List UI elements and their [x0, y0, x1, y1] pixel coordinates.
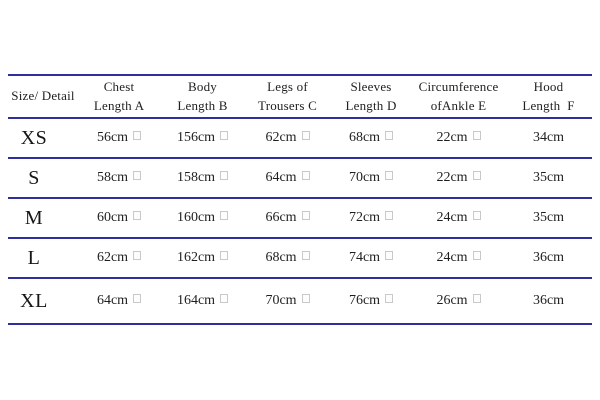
measurement-value: 160cm [176, 210, 216, 225]
cell-body [160, 278, 245, 324]
cell-ankle [412, 238, 505, 278]
cell-legs [245, 278, 330, 324]
missing-glyph-box-icon [385, 251, 393, 260]
column-header-chest [78, 75, 160, 118]
missing-glyph-box-icon [133, 251, 141, 260]
cell-hood [505, 118, 592, 158]
header-line: Hood [533, 78, 564, 94]
column-header-hood [505, 75, 592, 118]
measurement-value: 22cm [436, 130, 468, 145]
measurement-value: 36cm [532, 293, 565, 308]
table-row-s [8, 158, 592, 198]
measurement-value: 156cm [176, 130, 216, 145]
measurement-value: 162cm [176, 250, 216, 265]
cell-body [160, 118, 245, 158]
cell-legs [245, 158, 330, 198]
header-row [8, 75, 592, 118]
missing-glyph-box-icon [473, 171, 481, 180]
size-label: XS [8, 118, 78, 158]
missing-glyph-box-icon [220, 171, 228, 180]
cell-sleeves [330, 278, 412, 324]
missing-glyph-box-icon [220, 131, 228, 140]
missing-glyph-box-icon [133, 294, 141, 303]
header-line: Length D [345, 97, 397, 113]
measurement-value: 68cm [265, 250, 297, 265]
measurement-value: 24cm [436, 210, 468, 225]
measurement-value: 158cm [176, 170, 216, 185]
cell-ankle [412, 278, 505, 324]
missing-glyph-box-icon [385, 171, 393, 180]
table-row-l [8, 238, 592, 278]
cell-sleeves [330, 198, 412, 238]
header-line: Length B [177, 97, 228, 113]
measurement-value: 68cm [348, 130, 381, 145]
column-header-body [160, 75, 245, 118]
cell-ankle [412, 118, 505, 158]
cell-chest [78, 278, 160, 324]
measurement-value: 76cm [348, 293, 381, 308]
missing-glyph-box-icon [385, 131, 393, 140]
missing-glyph-box-icon [385, 294, 393, 303]
measurement-value: 70cm [348, 170, 381, 185]
cell-sleeves [330, 118, 412, 158]
size-label: XL [8, 278, 78, 324]
size-chart-table [8, 74, 592, 325]
cell-sleeves [330, 158, 412, 198]
missing-glyph-box-icon [302, 251, 310, 260]
measurement-value: 56cm [96, 130, 129, 145]
missing-glyph-box-icon [302, 131, 310, 140]
header-line: Length A [93, 97, 145, 113]
header-line: Body [188, 78, 217, 94]
measurement-value: 24cm [436, 250, 468, 265]
measurement-value: 60cm [96, 210, 129, 225]
header-line: Circumference [418, 78, 499, 94]
missing-glyph-box-icon [302, 294, 310, 303]
missing-glyph-box-icon [133, 171, 141, 180]
measurement-value: 62cm [265, 130, 297, 145]
measurement-value: 64cm [96, 293, 129, 308]
column-header-ankle [412, 75, 505, 118]
missing-glyph-box-icon [473, 294, 481, 303]
cell-sleeves [330, 238, 412, 278]
cell-body [160, 238, 245, 278]
cell-hood [505, 158, 592, 198]
cell-legs [245, 118, 330, 158]
cell-chest [78, 118, 160, 158]
column-header-legs [245, 75, 330, 118]
cell-body [160, 198, 245, 238]
cell-ankle [412, 158, 505, 198]
measurement-value: 72cm [348, 210, 381, 225]
missing-glyph-box-icon [302, 171, 310, 180]
cell-legs [245, 238, 330, 278]
missing-glyph-box-icon [220, 251, 228, 260]
measurement-value: 58cm [96, 170, 129, 185]
cell-hood [505, 238, 592, 278]
table-row-xl [8, 278, 592, 324]
column-header-size-detail: Size/ Detail [8, 75, 78, 118]
header-line: ofAnkle E [430, 97, 487, 113]
cell-chest [78, 198, 160, 238]
table-row-xs [8, 118, 592, 158]
table-row-m [8, 198, 592, 238]
missing-glyph-box-icon [133, 211, 141, 220]
cell-hood [505, 278, 592, 324]
size-label: S [8, 158, 78, 198]
measurement-value: 35cm [532, 170, 565, 185]
missing-glyph-box-icon [220, 211, 228, 220]
header-line: Sleeves [350, 78, 392, 94]
missing-glyph-box-icon [133, 131, 141, 140]
header-line: Trousers C [258, 97, 317, 113]
size-label: M [8, 198, 78, 238]
measurement-value: 74cm [348, 250, 381, 265]
missing-glyph-box-icon [473, 211, 481, 220]
cell-body [160, 158, 245, 198]
cell-chest [78, 238, 160, 278]
cell-ankle [412, 198, 505, 238]
missing-glyph-box-icon [385, 211, 393, 220]
header-line: Legs of [267, 78, 308, 94]
missing-glyph-box-icon [220, 294, 228, 303]
cell-hood [505, 198, 592, 238]
missing-glyph-box-icon [473, 131, 481, 140]
measurement-value: 64cm [265, 170, 297, 185]
size-label: L [8, 238, 78, 278]
measurement-value: 35cm [532, 210, 565, 225]
measurement-value: 66cm [265, 210, 297, 225]
measurement-value: 62cm [96, 250, 129, 265]
measurement-value: 22cm [436, 170, 468, 185]
measurement-value: 164cm [176, 293, 216, 308]
measurement-value: 34cm [532, 130, 565, 145]
measurement-value: 26cm [436, 293, 468, 308]
missing-glyph-box-icon [302, 211, 310, 220]
measurement-value: 70cm [265, 293, 297, 308]
header-line: Chest [103, 78, 135, 94]
measurement-value: 36cm [532, 250, 565, 265]
cell-chest [78, 158, 160, 198]
header-line: Length F [522, 97, 575, 113]
missing-glyph-box-icon [473, 251, 481, 260]
cell-legs [245, 198, 330, 238]
column-header-sleeves [330, 75, 412, 118]
